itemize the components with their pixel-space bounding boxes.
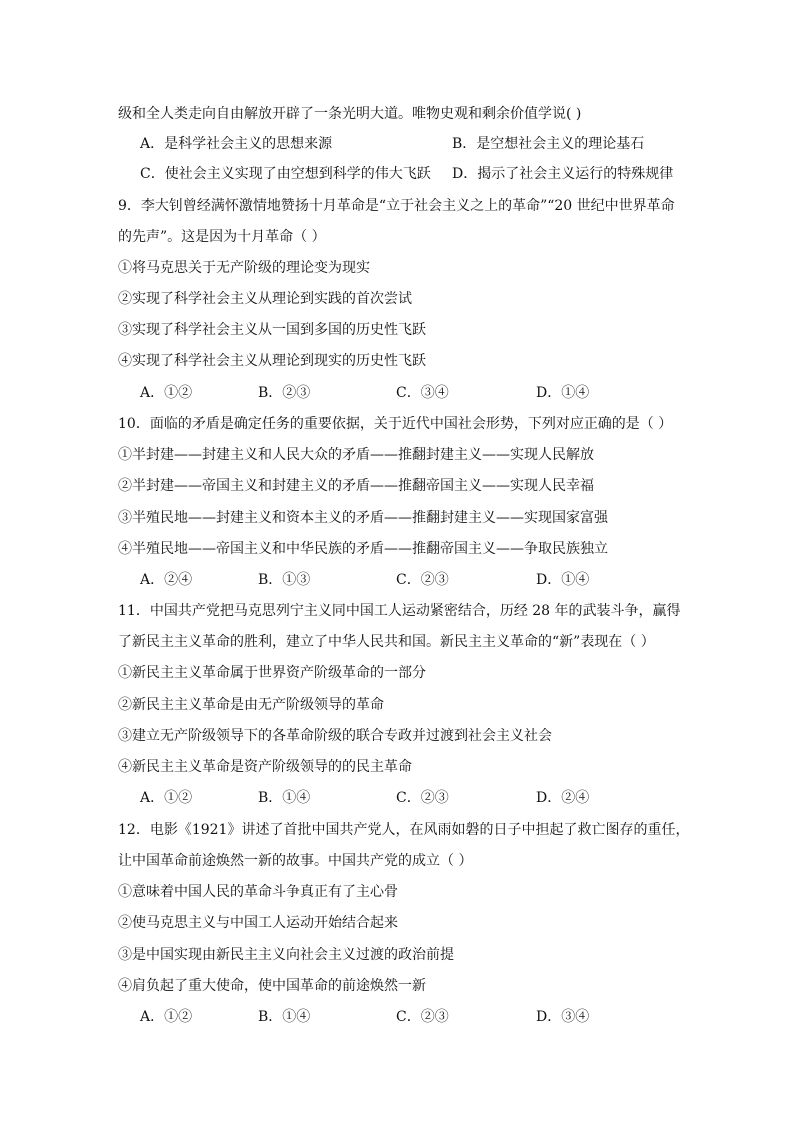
q10-option-c[interactable]: C．②③	[396, 572, 449, 588]
q8-option-c[interactable]: C．使社会主义实现了由空想到科学的伟大飞跃	[140, 166, 431, 182]
q11-option-a[interactable]: A．①②	[140, 790, 193, 806]
q9-statement-1: ①将马克思关于无产阶级的理论变为现实	[118, 260, 370, 276]
q11-statement-4: ④新民主主义革命是资产阶级领导的的民主革命	[118, 759, 412, 775]
q10-option-d[interactable]: D．①④	[536, 572, 590, 588]
q9-statement-2: ②实现了科学社会主义从理论到实践的首次尝试	[118, 291, 412, 307]
q10-statement-4: ④半殖民地——帝国主义和中华民族的矛盾——推翻帝国主义——争取民族独立	[118, 541, 608, 557]
q9-statement-4: ④实现了科学社会主义从理论到现实的历史性飞跃	[118, 353, 426, 369]
q8-option-b[interactable]: B．是空想社会主义的理论基石	[452, 136, 645, 152]
q12-stem-line2: 让中国革命前途焕然一新的故事。中国共产党的成立（ ）	[118, 853, 473, 869]
q12-stem-line1: 12．电影《1921》讲述了首批中国共产党人，在风雨如磐的日子中担起了救亡图存的重任，	[118, 822, 690, 838]
q12-option-d[interactable]: D．③④	[536, 1009, 590, 1025]
q12-statement-1: ①意味着中国人民的革命斗争真正有了主心骨	[118, 884, 398, 900]
q11-option-d[interactable]: D．②④	[536, 790, 590, 806]
q9-option-a[interactable]: A．①②	[140, 385, 193, 401]
q11-statement-3: ③建立无产阶级领导下的各革命阶级的联合专政并过渡到社会主义社会	[118, 728, 552, 744]
q8-stem-tail: 级和全人类走向自由解放开辟了一条光明大道。唯物史观和剩余价值学说( )	[118, 106, 582, 122]
q11-stem-line1: 11．中国共产党把马克思列宁主义同中国工人运动紧密结合，历经 28 年的武装斗争，赢得	[118, 603, 681, 619]
q11-option-b[interactable]: B．①④	[258, 790, 311, 806]
q8-option-a[interactable]: A．是科学社会主义的思想来源	[140, 136, 333, 152]
q9-stem-line1: 9．李大钊曾经满怀激情地赞扬十月革命是“立于社会主义之上的革命”“20 世纪中世界革命	[118, 198, 675, 214]
q9-option-b[interactable]: B．②③	[258, 385, 311, 401]
q11-statement-2: ②新民主主义革命是由无产阶级领导的革命	[118, 697, 384, 713]
q11-statement-1: ①新民主主义革命属于世界资产阶级革命的一部分	[118, 665, 426, 681]
q9-option-c[interactable]: C．③④	[396, 385, 449, 401]
q10-statement-3: ③半殖民地——封建主义和资本主义的矛盾——推翻封建主义——实现国家富强	[118, 510, 608, 526]
q12-statement-3: ③是中国实现由新民主主义向社会主义过渡的政治前提	[118, 947, 454, 963]
q9-option-d[interactable]: D．①④	[536, 385, 590, 401]
q12-option-b[interactable]: B．①④	[258, 1009, 311, 1025]
q8-option-d[interactable]: D．揭示了社会主义运行的特殊规律	[452, 166, 674, 182]
q10-stem-line1: 10．面临的矛盾是确定任务的重要依据，关于近代中国社会形势，下列对应正确的是（ ）	[118, 416, 673, 432]
q9-statement-3: ③实现了科学社会主义从一国到多国的历史性飞跃	[118, 322, 426, 338]
q10-statement-1: ①半封建——封建主义和人民大众的矛盾——推翻封建主义——实现人民解放	[118, 447, 594, 463]
q11-option-c[interactable]: C．②③	[396, 790, 449, 806]
q9-stem-line2: 的先声”。这是因为十月革命（ ）	[118, 229, 326, 245]
q10-option-a[interactable]: A．②④	[140, 572, 193, 588]
q12-option-a[interactable]: A．①②	[140, 1009, 193, 1025]
q10-option-b[interactable]: B．①③	[258, 572, 311, 588]
q12-statement-4: ④肩负起了重大使命，使中国革命的前途焕然一新	[118, 978, 426, 994]
q11-stem-line2: 了新民主主义革命的胜利，建立了中华人民共和国。新民主主义革命的“新”表现在（ ）	[118, 634, 655, 650]
q12-statement-2: ②使马克思主义与中国工人运动开始结合起来	[118, 915, 398, 931]
q10-statement-2: ②半封建——帝国主义和封建主义的矛盾——推翻帝国主义——实现人民幸福	[118, 478, 594, 494]
q12-option-c[interactable]: C．②③	[396, 1009, 449, 1025]
